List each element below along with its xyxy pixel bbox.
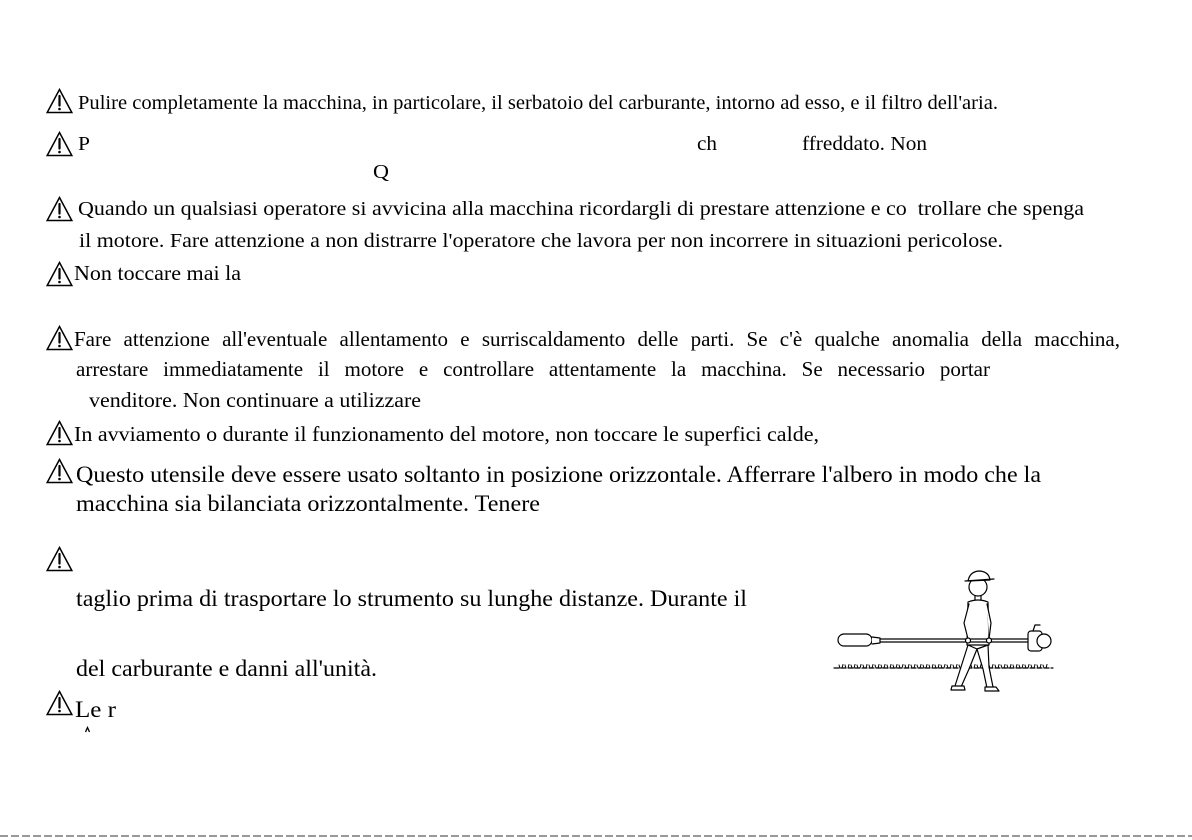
person-torso xyxy=(967,600,989,645)
warning-icon xyxy=(46,546,73,572)
warning-icon xyxy=(46,261,73,287)
person-left-shoe xyxy=(951,686,965,690)
warning-2-line-1-fragment-3: ffreddato. Non xyxy=(802,133,927,155)
warning-7-line-1: Questo utensile deve essere usato soltanto in posizione orizzontale. Afferrare l'albero in modo che la xyxy=(76,462,1041,487)
warning-icon xyxy=(46,88,73,114)
person-left-leg xyxy=(955,645,977,687)
warning-5-line-3: venditore. Non continuare a utilizzare xyxy=(89,388,421,412)
warning-icon xyxy=(46,196,73,222)
person-right-shoe xyxy=(985,687,999,691)
pole-shaft xyxy=(880,639,1030,642)
warning-8-line-1: taglio prima di trasportare lo strumento su lunghe distanze. Durante il xyxy=(76,586,747,611)
warning-6-line-1: In avviamento o durante il funzionamento del motore, non toccare le superfici calde, xyxy=(74,422,819,446)
warning-9-line-1: Le r xyxy=(75,697,116,722)
warning-icon xyxy=(46,420,73,446)
cutting-head-neck xyxy=(872,637,880,644)
engine-handle xyxy=(1033,625,1040,631)
warning-8-line-2: del carburante e danni all'unità. xyxy=(76,656,377,681)
warning-5-line-2: arrestare immediatamente il motore e controllare attentamente la macchina. Se necessario portar xyxy=(76,357,990,381)
cutting-head xyxy=(838,634,872,646)
warning-2-line-1-fragment-2: ch xyxy=(697,133,717,155)
warning-icon xyxy=(46,690,73,716)
warning-5-line-1: Fare attenzione all'eventuale allentamento e surriscaldamento delle parti. Se c'è qualche anomalia della macchina, xyxy=(74,327,1120,351)
person-carrying-pole-saw-icon xyxy=(828,565,1058,700)
hand-left xyxy=(966,638,971,643)
warning-icon xyxy=(46,131,73,157)
warning-7-line-2: macchina sia bilanciata orizzontalmente. Tenere xyxy=(76,491,540,516)
engine-cover xyxy=(1037,634,1051,648)
warning-2-line-1-fragment-1: P xyxy=(78,133,90,155)
bottom-dashed-rule xyxy=(0,832,1192,840)
person-figure xyxy=(951,571,999,691)
warning-3-line-2: il motore. Fare attenzione a non distrarre l'operatore che lavora per non incorrere in situazioni pericolose. xyxy=(79,230,1003,252)
pole-tool xyxy=(838,625,1051,651)
clipped-glyph-fragment xyxy=(84,726,91,734)
warning-4-line-1: Non toccare mai la xyxy=(74,261,241,285)
hand-right xyxy=(987,638,992,643)
warning-2-line-2: Q xyxy=(373,161,389,183)
warning-icon xyxy=(46,325,73,351)
warning-icon xyxy=(46,458,73,484)
person-right-leg xyxy=(977,645,993,688)
warning-3-line-1: Quando un qualsiasi operatore si avvicina alla macchina ricordargli di prestare attenzione e co trollare che spenga xyxy=(78,198,1084,220)
warning-1-line-1: Pulire completamente la macchina, in particolare, il serbatoio del carburante, intorno ad esso, e il filtro dell'aria. xyxy=(78,92,998,114)
